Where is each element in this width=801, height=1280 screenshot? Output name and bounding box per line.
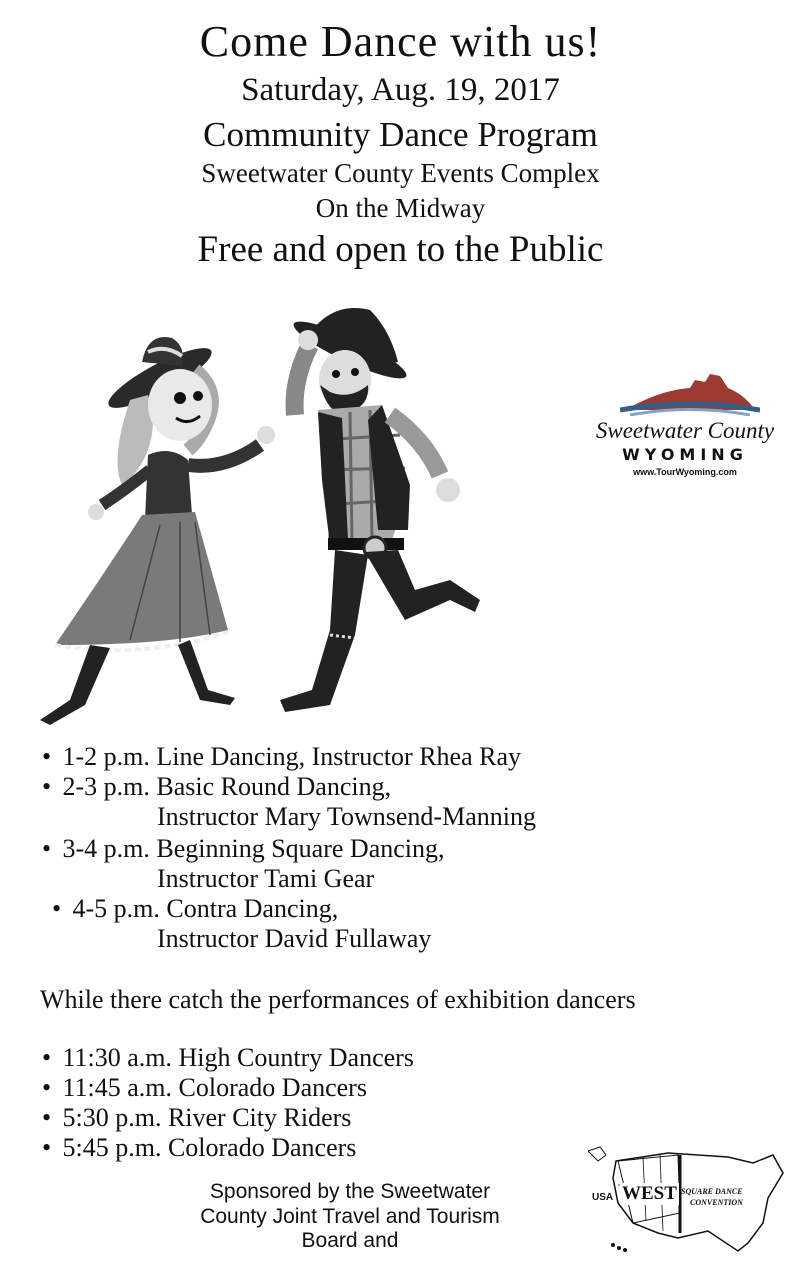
usa-map-icon	[588, 1143, 788, 1258]
bullet-icon: •	[42, 834, 52, 863]
sponsor-line-1: Sponsored by the Sweetwater	[209, 1180, 491, 1203]
logo-subtitle-1: SQUARE DANCE	[681, 1187, 743, 1196]
flyer-title: Come Dance with us!	[199, 17, 602, 66]
logo-county-name: Sweetwater County	[595, 418, 775, 443]
exhibition-text: 5:30 p.m. River City Riders	[62, 1103, 352, 1132]
bullet-icon: •	[42, 1133, 52, 1162]
schedule-activity: Line Dancing, Instructor Rhea Ray	[156, 742, 521, 771]
woman-dancer-figure	[40, 337, 275, 725]
schedule-instructor-4: Instructor David Fullaway	[157, 924, 432, 953]
exhibition-text: 11:45 a.m. Colorado Dancers	[62, 1073, 367, 1102]
venue-location: On the Midway	[315, 193, 486, 223]
bullet-icon: •	[42, 1103, 52, 1132]
logo-url: www.TourWyoming.com	[633, 467, 737, 477]
logo-country: USA	[592, 1192, 614, 1203]
program-name: Community Dance Program	[203, 115, 598, 154]
sponsor-line-2: County Joint Travel and Tourism	[200, 1205, 500, 1228]
schedule-time: 4-5 p.m.	[72, 894, 160, 923]
exhibition-item-3	[42, 1103, 351, 1133]
schedule-time: 3-4 p.m.	[62, 834, 150, 863]
schedule-item-1	[42, 742, 521, 772]
usa-west-convention-logo	[588, 1143, 788, 1258]
schedule-instructor-3: Instructor Tami Gear	[157, 864, 375, 893]
venue-name: Sweetwater County Events Complex	[201, 158, 600, 188]
schedule-item-4	[52, 894, 338, 924]
sponsor-line-3: Board and	[301, 1229, 399, 1252]
bullet-icon: •	[42, 742, 52, 771]
event-date: Saturday, Aug. 19, 2017	[241, 72, 560, 108]
bullet-icon: •	[42, 1073, 52, 1102]
mesa-landscape-icon	[620, 370, 760, 416]
exhibition-item-4	[42, 1133, 356, 1163]
exhibition-text: 11:30 a.m. High Country Dancers	[62, 1043, 414, 1072]
schedule-activity: Basic Round Dancing,	[156, 772, 392, 801]
schedule-time: 1-2 p.m.	[62, 742, 150, 771]
sweetwater-county-logo	[580, 370, 790, 485]
schedule-activity: Beginning Square Dancing,	[156, 834, 445, 863]
schedule-time: 2-3 p.m.	[62, 772, 150, 801]
logo-state-name: WYOMING	[622, 445, 748, 464]
exhibition-text: 5:45 p.m. Colorado Dancers	[62, 1133, 357, 1162]
logo-west-word: WEST	[622, 1183, 677, 1204]
exhibition-item-2	[42, 1073, 367, 1103]
logo-subtitle-2: CONVENTION	[690, 1198, 743, 1207]
bullet-icon: •	[52, 894, 62, 923]
bullet-icon: •	[42, 772, 52, 801]
schedule-instructor-2: Instructor Mary Townsend-Manning	[157, 802, 536, 831]
admission-note: Free and open to the Public	[197, 229, 604, 270]
exhibition-intro: While there catch the performances of exhibition dancers	[40, 985, 636, 1014]
bullet-icon: •	[42, 1043, 52, 1072]
schedule-item-2	[42, 772, 391, 802]
man-dancer-figure	[280, 308, 480, 712]
schedule-item-3	[42, 834, 445, 864]
schedule-activity: Contra Dancing,	[166, 894, 339, 923]
dancing-couple-illustration	[30, 300, 500, 740]
exhibition-item-1	[42, 1043, 414, 1073]
